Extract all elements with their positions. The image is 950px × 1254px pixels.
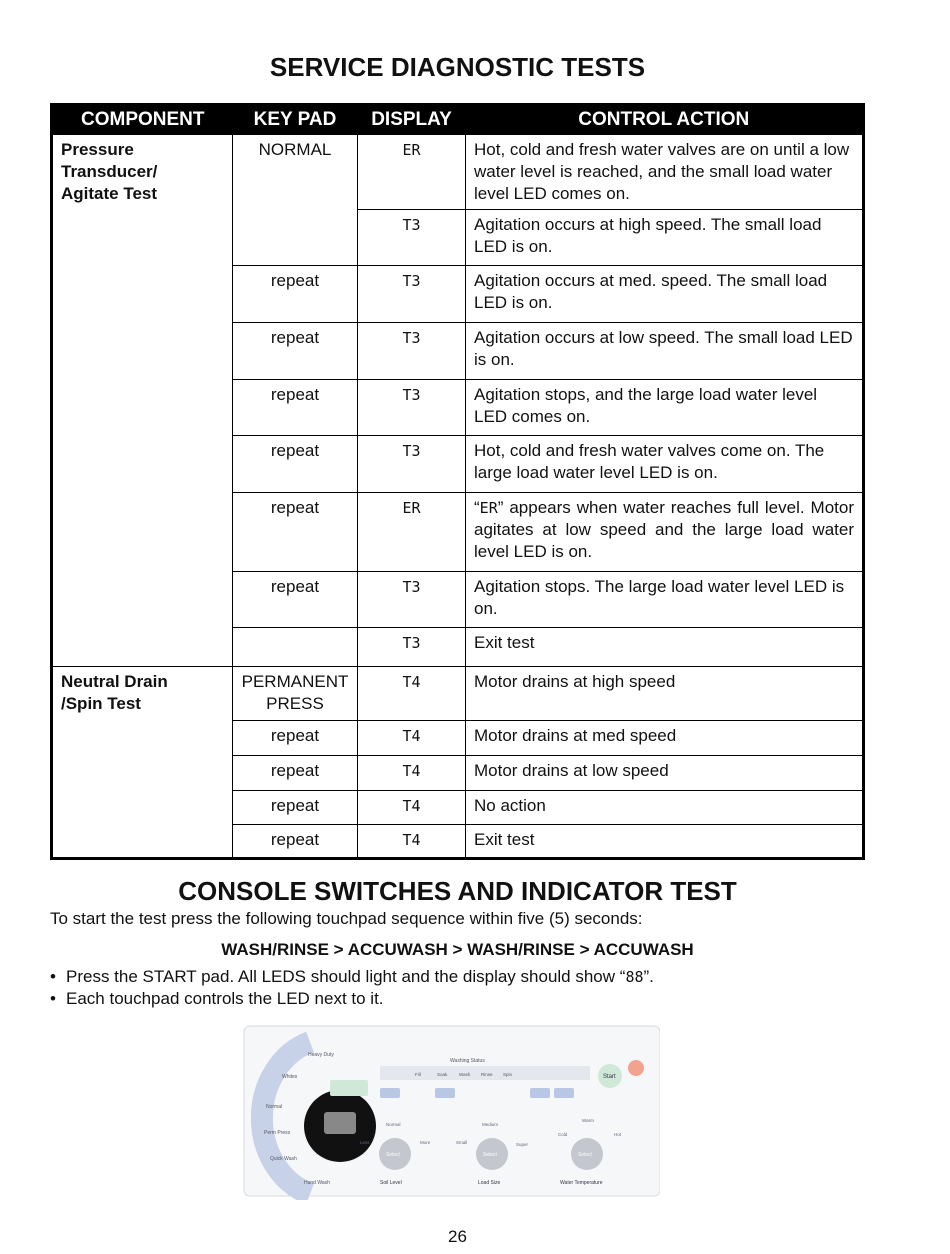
bullet-list	[50, 966, 654, 1010]
action-cell: Hot, cold and fresh water valves are on until a low water level is reached, and the small load water level LED comes on.	[466, 135, 864, 210]
table-header-row	[52, 105, 864, 135]
diagnostic-table	[50, 103, 865, 860]
favorite-button	[330, 1080, 368, 1096]
keypad-cell: repeat	[233, 825, 358, 859]
action-cell: Motor drains at low speed	[466, 756, 864, 791]
display-cell: T4	[358, 791, 466, 825]
component-line: Neutral Drain	[61, 672, 168, 691]
display-cell: T3	[358, 628, 466, 667]
action-cell: Exit test	[466, 825, 864, 859]
status-label: Washing Status	[450, 1058, 485, 1064]
status-step: Fill	[415, 1072, 421, 1077]
action-cell: No action	[466, 791, 864, 825]
display-cell: T3	[358, 436, 466, 493]
keypad-cell: repeat	[233, 721, 358, 756]
action-cell: Agitation stops, and the large load water level LED comes on.	[466, 380, 864, 436]
keypad-cell: repeat	[233, 493, 358, 572]
action-cell: Motor drains at high speed	[466, 667, 864, 721]
action-cell: Agitation occurs at high speed. The small load LED is on.	[466, 210, 864, 266]
display-window	[324, 1112, 356, 1134]
keypad-cell: repeat	[233, 323, 358, 380]
action-cell: “ER” appears when water reaches full level. Motor agitates at low speed and the large load water level LED is on.	[466, 493, 864, 572]
knob-scale-label: Less	[360, 1140, 370, 1145]
bullet-dot: •	[50, 989, 56, 1008]
status-step: Soak	[437, 1072, 448, 1077]
inline-code: 88	[625, 968, 644, 986]
header-component: COMPONENT	[52, 105, 233, 135]
cycle-label: Perm Press	[264, 1130, 291, 1136]
keypad-line: PERMANENT	[241, 672, 349, 691]
display-cell: T4	[358, 667, 466, 721]
page-number: 26	[448, 1227, 467, 1246]
knob-label: Load Size	[478, 1180, 501, 1186]
component-neutral-drain	[52, 667, 233, 859]
bullet-text: ”.	[643, 967, 654, 986]
display-cell: T4	[358, 825, 466, 859]
table-row	[52, 667, 864, 721]
keypad-line: PRESS	[266, 694, 324, 713]
component-line: /Spin Test	[61, 694, 141, 713]
display-cell: T3	[358, 210, 466, 266]
option-button	[380, 1088, 400, 1098]
knob-scale-label: More	[420, 1140, 431, 1145]
display-cell: T4	[358, 721, 466, 756]
action-cell: Agitation occurs at med. speed. The small load LED is on.	[466, 266, 864, 323]
keypad-cell: repeat	[233, 791, 358, 825]
component-line: Agitate Test	[61, 184, 158, 203]
touchpad-sequence: WASH/RINSE > ACCUWASH > WASH/RINSE > ACCUWASH	[221, 940, 694, 959]
knob-scale-label: Cold	[558, 1132, 568, 1137]
bullet-item	[50, 966, 654, 988]
knob-label: Soil Level	[380, 1180, 402, 1186]
keypad-cell: repeat	[233, 266, 358, 323]
keypad-cell	[233, 667, 358, 721]
bullet-text: Press the START pad. All LEDS should light and the display should show “	[66, 967, 626, 986]
keypad-cell: repeat	[233, 380, 358, 436]
display-cell: T3	[358, 380, 466, 436]
bullet-item	[50, 988, 654, 1010]
keypad-cell: repeat	[233, 572, 358, 628]
component-line: Transducer/	[61, 162, 158, 181]
action-cell: Exit test	[466, 628, 864, 667]
action-cell: Agitation stops. The large load water level LED is on.	[466, 572, 864, 628]
keypad-cell: NORMAL	[233, 135, 358, 266]
bullet-dot: •	[50, 967, 56, 986]
component-line: Pressure	[61, 140, 134, 159]
component-pressure-transducer	[52, 135, 233, 667]
option-button	[554, 1088, 574, 1098]
cycle-label: Quick Wash	[270, 1156, 297, 1162]
section-title: CONSOLE SWITCHES AND INDICATOR TEST	[178, 876, 737, 906]
status-step: Wash	[459, 1072, 471, 1077]
bullet-text: Each touchpad controls the LED next to it.	[66, 989, 384, 1008]
intro-text: To start the test press the following touchpad sequence within five (5) seconds:	[50, 909, 643, 928]
page-title: SERVICE DIAGNOSTIC TESTS	[269, 52, 646, 82]
knob-label: Water Temperature	[560, 1180, 603, 1186]
action-cell: Motor drains at med speed	[466, 721, 864, 756]
cancel-button	[628, 1060, 644, 1076]
table-row	[52, 135, 864, 210]
knob-button-label: Select	[386, 1152, 400, 1158]
header-control-action: CONTROL ACTION	[466, 105, 864, 135]
knob-scale-label: Hot	[614, 1132, 622, 1137]
knob-scale-label: Normal	[386, 1122, 401, 1127]
console-panel-illustration	[240, 1022, 660, 1200]
option-button	[530, 1088, 550, 1098]
knob-scale-label: Medium	[482, 1122, 499, 1127]
inline-code: ER	[479, 499, 498, 517]
display-cell: T3	[358, 323, 466, 380]
display-cell: ER	[358, 135, 466, 210]
status-step: Rinse	[481, 1072, 493, 1077]
start-label: Start	[603, 1074, 616, 1080]
status-step: Spin	[503, 1072, 513, 1077]
knob-scale-label: Small	[456, 1140, 468, 1145]
display-cell: T3	[358, 572, 466, 628]
keypad-cell: repeat	[233, 436, 358, 493]
knob-button-label: Select	[483, 1152, 497, 1158]
display-cell: T4	[358, 756, 466, 791]
header-keypad: KEY PAD	[233, 105, 358, 135]
display-cell: T3	[358, 266, 466, 323]
action-cell: Hot, cold and fresh water valves come on. The large load water level LED is on.	[466, 436, 864, 493]
keypad-cell: repeat	[233, 756, 358, 791]
header-display: DISPLAY	[358, 105, 466, 135]
knob-button-label: Select	[578, 1152, 592, 1158]
knob-scale-label: Super	[516, 1142, 529, 1147]
cycle-label: Whites	[282, 1074, 298, 1080]
keypad-cell	[233, 628, 358, 667]
cycle-label: Hand Wash	[304, 1180, 330, 1186]
cycle-label: Heavy Duty	[308, 1052, 334, 1058]
cycle-label: Normal	[266, 1104, 283, 1110]
option-button	[435, 1088, 455, 1098]
knob-scale-label: Warm	[582, 1118, 594, 1123]
display-cell: ER	[358, 493, 466, 572]
action-cell: Agitation occurs at low speed. The small load LED is on.	[466, 323, 864, 380]
